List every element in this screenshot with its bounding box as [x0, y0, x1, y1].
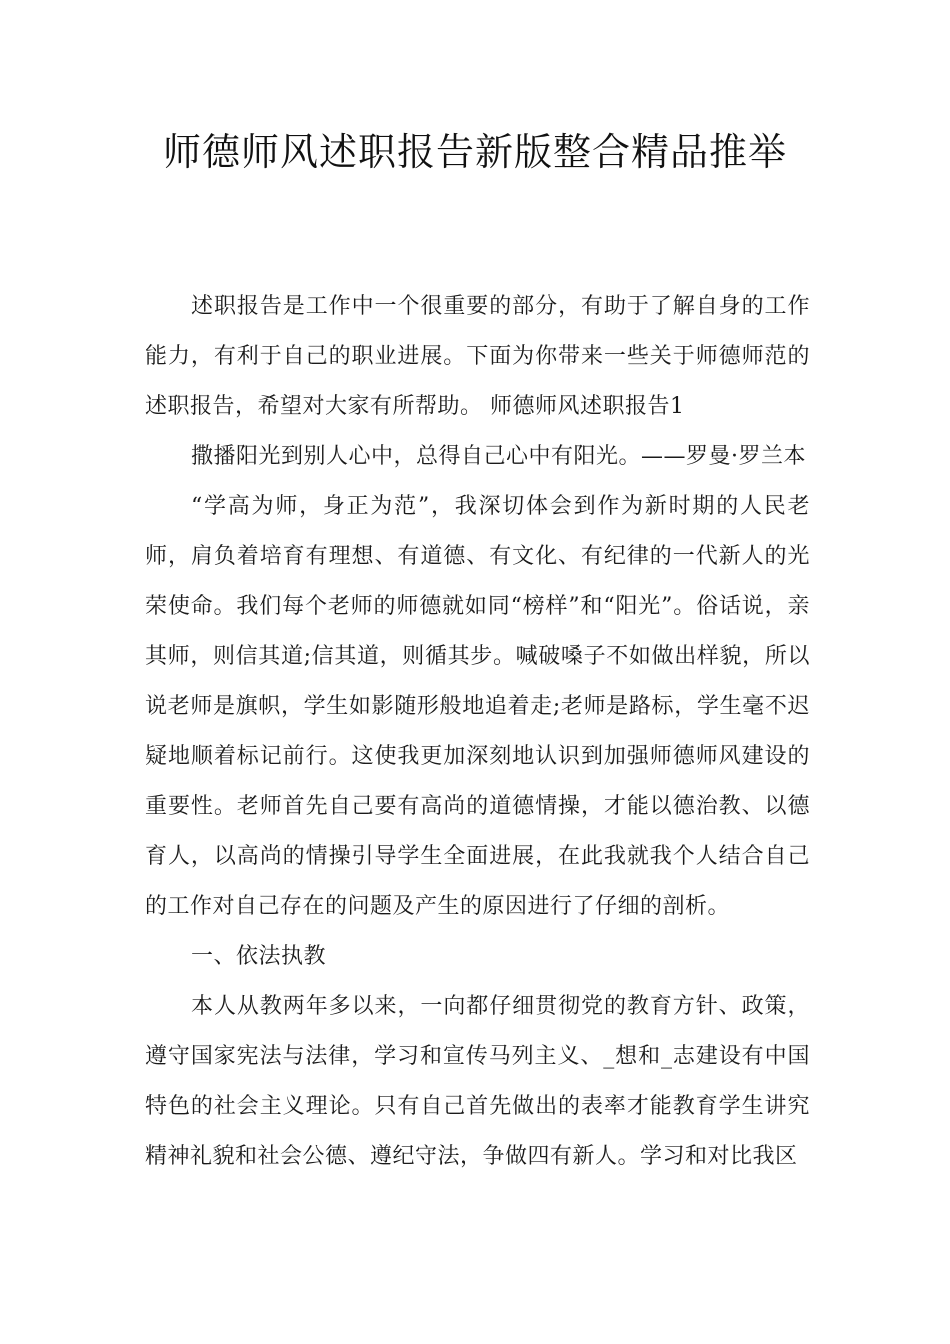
document-title: 师德师风述职报告新版整合精品推举 [162, 130, 787, 174]
paragraph-main: “学高为师，身正为范”，我深切体会到作为新时期的人民老师，肩负着培育有理想、有道德、有文化、有纪律的一代新人的光荣使命。我们每个老师的师德就如同“榜样”和“阳光”。俗话说，亲其师，则信其道;信其道，则循其步。喊破嗓子不如做出样貌，所以说老师是旗帜，学生如影随形般地追着走;老师是路标，学生毫不迟疑地顺着标记前行。这使我更加深刻地认识到加强师德师风建设的重要性。老师首先自己要有高尚的道德情操，才能以德治教、以德育人，以高尚的情操引导学生全面进展，在此我就我个人结合自己的工作对自己存在的问题及产生的原因进行了仔细的剖析。 [145, 494, 810, 919]
paragraph-section-1: 本人从教两年多以来，一向都仔细贯彻党的教育方针、政策，遵守国家宪法与法律，学习和宣传马列主义、_想和_志建设有中国特色的社会主义理论。只有自己首先做出的表率才能教育学生讲究精神礼貌和社会公德、遵纪守法，争做四有新人。学习和对比我区 [145, 994, 810, 1169]
paragraph-intro: 述职报告是工作中一个很重要的部分，有助于了解自身的工作能力，有利于自己的职业进展。下面为你带来一些关于师德师范的述职报告，希望对大家有所帮助。 师德师风述职报告1 [145, 294, 810, 419]
paragraph-quote: 撒播阳光到别人心中，总得自己心中有阳光。——罗曼·罗兰本 [191, 444, 806, 469]
section-heading: 一、依法执教 [191, 944, 327, 969]
document-body [145, 282, 810, 1182]
